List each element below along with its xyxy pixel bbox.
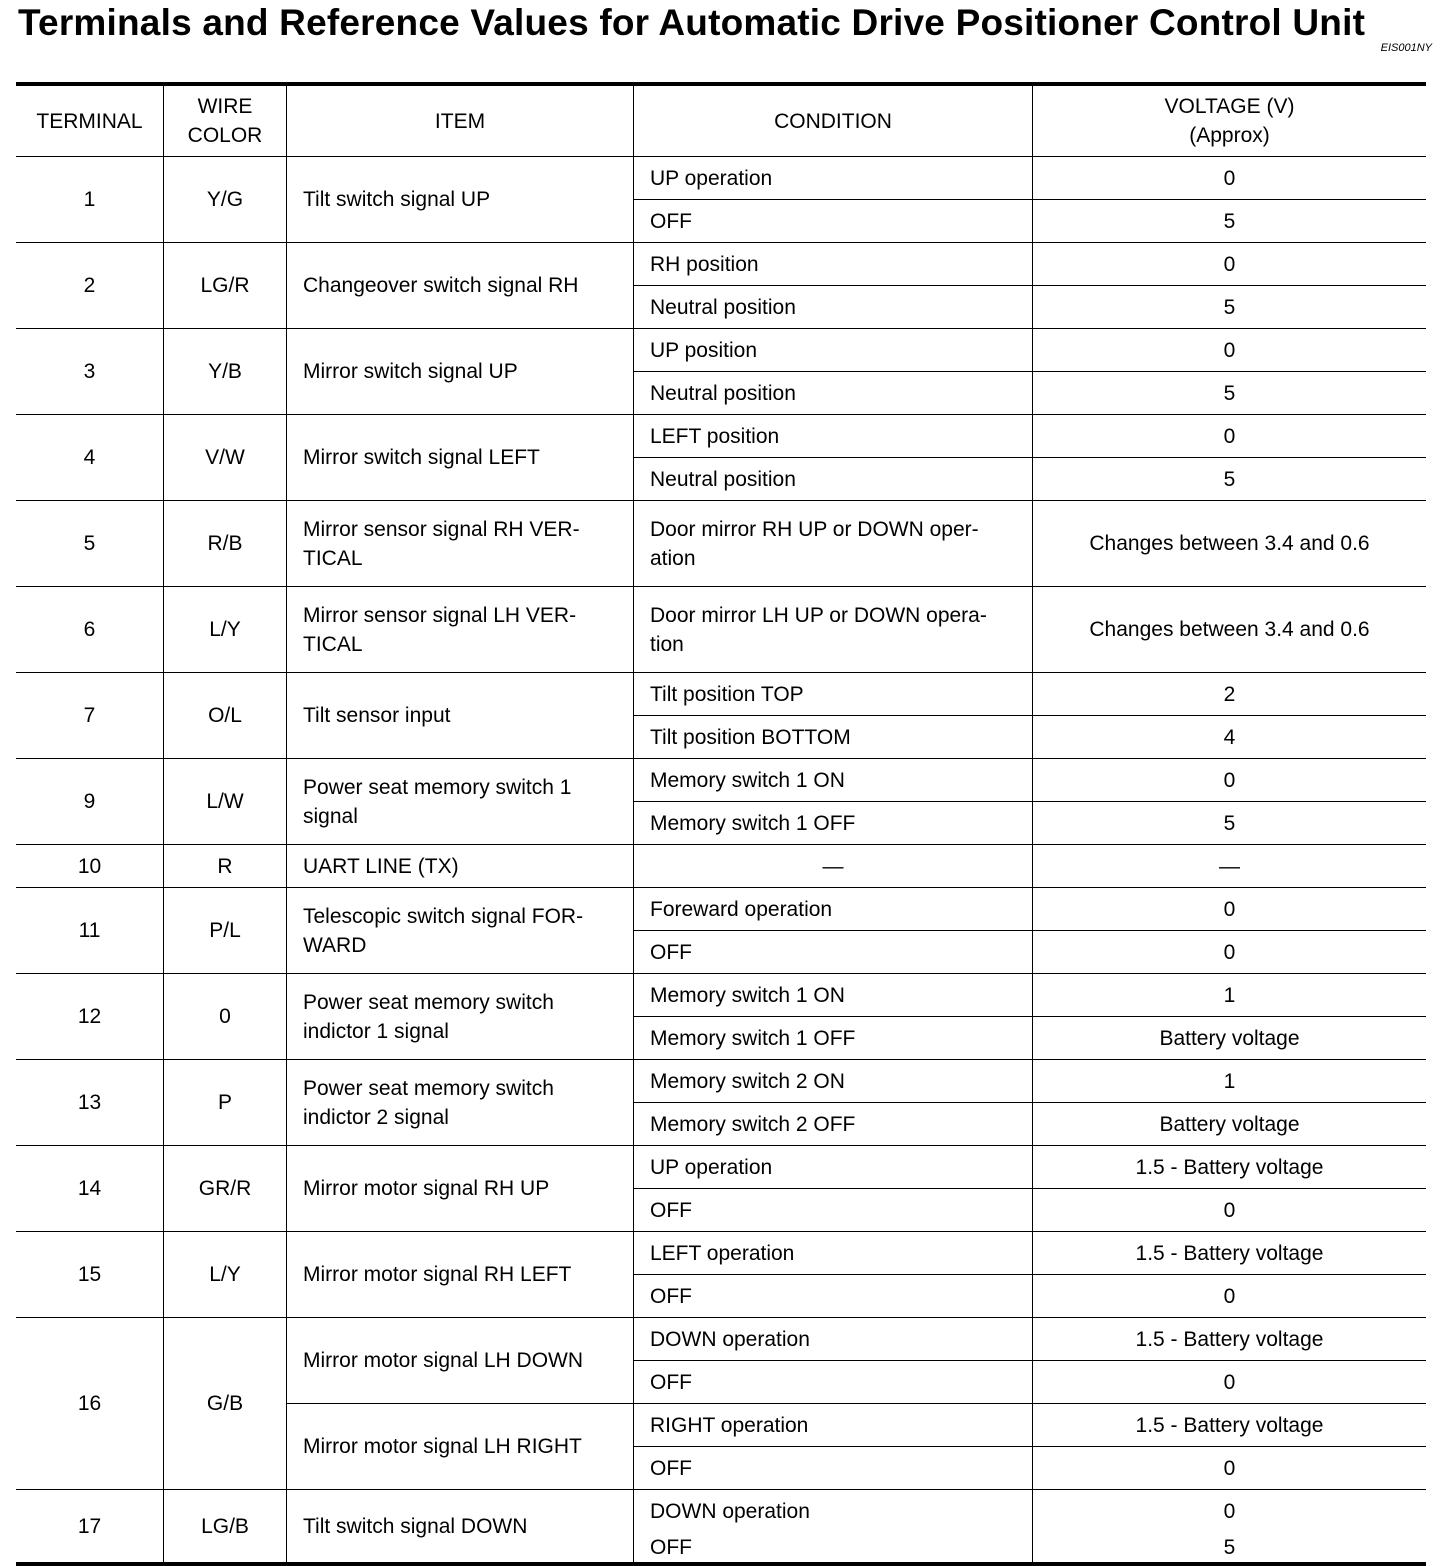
condition-cell: OFF <box>634 1275 1033 1318</box>
wire-color-cell: L/W <box>164 759 287 845</box>
condition-cell: — <box>634 845 1033 888</box>
condition-cell: Door mirror RH UP or DOWN oper- ation <box>634 501 1033 587</box>
terminal-cell: 7 <box>16 673 164 759</box>
wire-color-cell: 0 <box>164 974 287 1060</box>
voltage-cell: 1.5 - Battery voltage <box>1033 1232 1426 1275</box>
voltage-cell: 5 <box>1033 802 1426 845</box>
wire-color-cell: O/L <box>164 673 287 759</box>
voltage-cell: 0 <box>1033 1447 1426 1490</box>
terminal-cell: 6 <box>16 587 164 673</box>
document-code: EIS001NY <box>1380 42 1432 54</box>
terminal-cell: 13 <box>16 1060 164 1146</box>
item-cell: Tilt sensor input <box>287 673 634 759</box>
condition-cell: LEFT position <box>634 415 1033 458</box>
voltage-cell: 0 <box>1033 243 1426 286</box>
voltage-cell: 0 <box>1033 931 1426 974</box>
condition-cell: OFF <box>634 1361 1033 1404</box>
condition-cell: OFF <box>634 1189 1033 1232</box>
voltage-cell: 0 <box>1033 888 1426 931</box>
terminal-cell: 17 <box>16 1490 164 1562</box>
terminal-cell: 9 <box>16 759 164 845</box>
voltage-cell: Changes between 3.4 and 0.6 <box>1033 587 1426 673</box>
condition-cell: Foreward operation <box>634 888 1033 931</box>
condition-cell: UP operation <box>634 157 1033 200</box>
header-item: ITEM <box>287 86 634 157</box>
voltage-cell: 1 <box>1033 974 1426 1017</box>
wire-color-cell: R <box>164 845 287 888</box>
wire-color-cell: P <box>164 1060 287 1146</box>
terminal-cell: 2 <box>16 243 164 329</box>
voltage-cell: 2 <box>1033 673 1426 716</box>
condition-cell: RIGHT operation <box>634 1404 1033 1447</box>
terminal-cell: 12 <box>16 974 164 1060</box>
voltage-cell: 0 <box>1223 1500 1236 1523</box>
condition-cell: UP operation <box>634 1146 1033 1189</box>
wire-color-cell: V/W <box>164 415 287 501</box>
voltage-cell: Changes between 3.4 and 0.6 <box>1033 501 1426 587</box>
item-cell: Power seat memory switch indictor 2 signal <box>287 1060 634 1146</box>
voltage-cell: 4 <box>1033 716 1426 759</box>
condition-cell: Memory switch 1 OFF <box>634 1017 1033 1060</box>
terminal-cell: 5 <box>16 501 164 587</box>
item-cell: Changeover switch signal RH <box>287 243 634 329</box>
voltage-cell: Battery voltage <box>1033 1017 1426 1060</box>
condition-cell: DOWN operation <box>634 1490 1033 1533</box>
reference-table-grid <box>16 86 1426 1562</box>
item-cell: Mirror switch signal UP <box>287 329 634 415</box>
item-cell: Mirror switch signal LEFT <box>287 415 634 501</box>
item-cell: Mirror sensor signal LH VER- TICAL <box>287 587 634 673</box>
voltage-cell: 1 <box>1033 1060 1426 1103</box>
item-cell: Mirror motor signal LH RIGHT <box>287 1404 634 1490</box>
condition-cell: Tilt position TOP <box>634 673 1033 716</box>
wire-color-cell: LG/R <box>164 243 287 329</box>
condition-cell: UP position <box>634 329 1033 372</box>
condition-cell: Neutral position <box>634 372 1033 415</box>
condition-cell: Memory switch 2 OFF <box>634 1103 1033 1146</box>
voltage-cell: 1.5 - Battery voltage <box>1033 1404 1426 1447</box>
page-title: Terminals and Reference Values for Automatic Drive Positioner Control Unit <box>18 2 1366 43</box>
condition-cell: RH position <box>634 243 1033 286</box>
voltage-cell: 0 <box>1033 157 1426 200</box>
voltage-cell: 0 <box>1033 1189 1426 1232</box>
condition-cell: Tilt position BOTTOM <box>634 716 1033 759</box>
voltage-cell: 0 <box>1033 759 1426 802</box>
voltage-cell: 5 <box>1033 458 1426 501</box>
terminal-cell: 4 <box>16 415 164 501</box>
condition-cell: Neutral position <box>634 286 1033 329</box>
header-wire-color: WIRE COLOR <box>164 86 287 157</box>
voltage-cell: 5 <box>1033 200 1426 243</box>
terminal-cell: 15 <box>16 1232 164 1318</box>
item-cell: Mirror motor signal RH LEFT <box>287 1232 634 1318</box>
wire-color-cell: R/B <box>164 501 287 587</box>
item-cell: Power seat memory switch 1 signal <box>287 759 634 845</box>
voltage-cell: 5 <box>1033 286 1426 329</box>
condition-cell: OFF <box>634 200 1033 243</box>
wire-color-cell: P/L <box>164 888 287 974</box>
voltage-cell: 5 <box>1223 1536 1236 1559</box>
voltage-cell: 1.5 - Battery voltage <box>1033 1318 1426 1361</box>
terminal-cell: 1 <box>16 157 164 243</box>
condition-cell: Memory switch 2 ON <box>634 1060 1033 1103</box>
item-cell: Tilt switch signal DOWN <box>287 1490 634 1562</box>
item-cell: Power seat memory switch indictor 1 signal <box>287 974 634 1060</box>
wire-color-cell: Y/B <box>164 329 287 415</box>
wire-color-cell: LG/B <box>164 1490 287 1562</box>
voltage-cell: — <box>1033 845 1426 888</box>
condition-cell: LEFT operation <box>634 1232 1033 1275</box>
item-cell: Telescopic switch signal FOR- WARD <box>287 888 634 974</box>
terminal-cell: 3 <box>16 329 164 415</box>
voltage-cell: 5 <box>1033 372 1426 415</box>
header-terminal: TERMINAL <box>16 86 164 157</box>
header-voltage: VOLTAGE (V) (Approx) <box>1033 86 1426 157</box>
wire-color-cell: G/B <box>164 1318 287 1490</box>
condition-cell: Door mirror LH UP or DOWN opera- tion <box>634 587 1033 673</box>
item-cell: Mirror motor signal RH UP <box>287 1146 634 1232</box>
voltage-cell: 0 <box>1033 1361 1426 1404</box>
condition-cell: Memory switch 1 ON <box>634 759 1033 802</box>
condition-cell: OFF <box>634 1447 1033 1490</box>
terminal-cell: 16 <box>16 1318 164 1490</box>
item-cell: UART LINE (TX) <box>287 845 634 888</box>
item-cell: Mirror sensor signal RH VER- TICAL <box>287 501 634 587</box>
condition-cell: OFF <box>634 931 1033 974</box>
terminal-cell: 11 <box>16 888 164 974</box>
voltage-cell: 1.5 - Battery voltage <box>1033 1146 1426 1189</box>
condition-cell: DOWN operation <box>634 1318 1033 1361</box>
condition-cell: Memory switch 1 OFF <box>634 802 1033 845</box>
wire-color-cell: Y/G <box>164 157 287 243</box>
item-cell: Tilt switch signal UP <box>287 157 634 243</box>
condition-cell: OFF <box>634 1533 1033 1562</box>
condition-cell: Neutral position <box>634 458 1033 501</box>
voltage-cell: 0 <box>1033 415 1426 458</box>
terminal-cell: 14 <box>16 1146 164 1232</box>
voltage-cell: Battery voltage <box>1033 1103 1426 1146</box>
voltage-cell: 0 <box>1033 1275 1426 1318</box>
wire-color-cell: L/Y <box>164 587 287 673</box>
condition-cell: Memory switch 1 ON <box>634 974 1033 1017</box>
terminal-cell: 10 <box>16 845 164 888</box>
wire-color-cell: L/Y <box>164 1232 287 1318</box>
header-condition: CONDITION <box>634 86 1033 157</box>
voltage-cell: 0 <box>1033 329 1426 372</box>
wire-color-cell: GR/R <box>164 1146 287 1232</box>
reference-table <box>16 82 1426 1566</box>
item-cell: Mirror motor signal LH DOWN <box>287 1318 634 1404</box>
